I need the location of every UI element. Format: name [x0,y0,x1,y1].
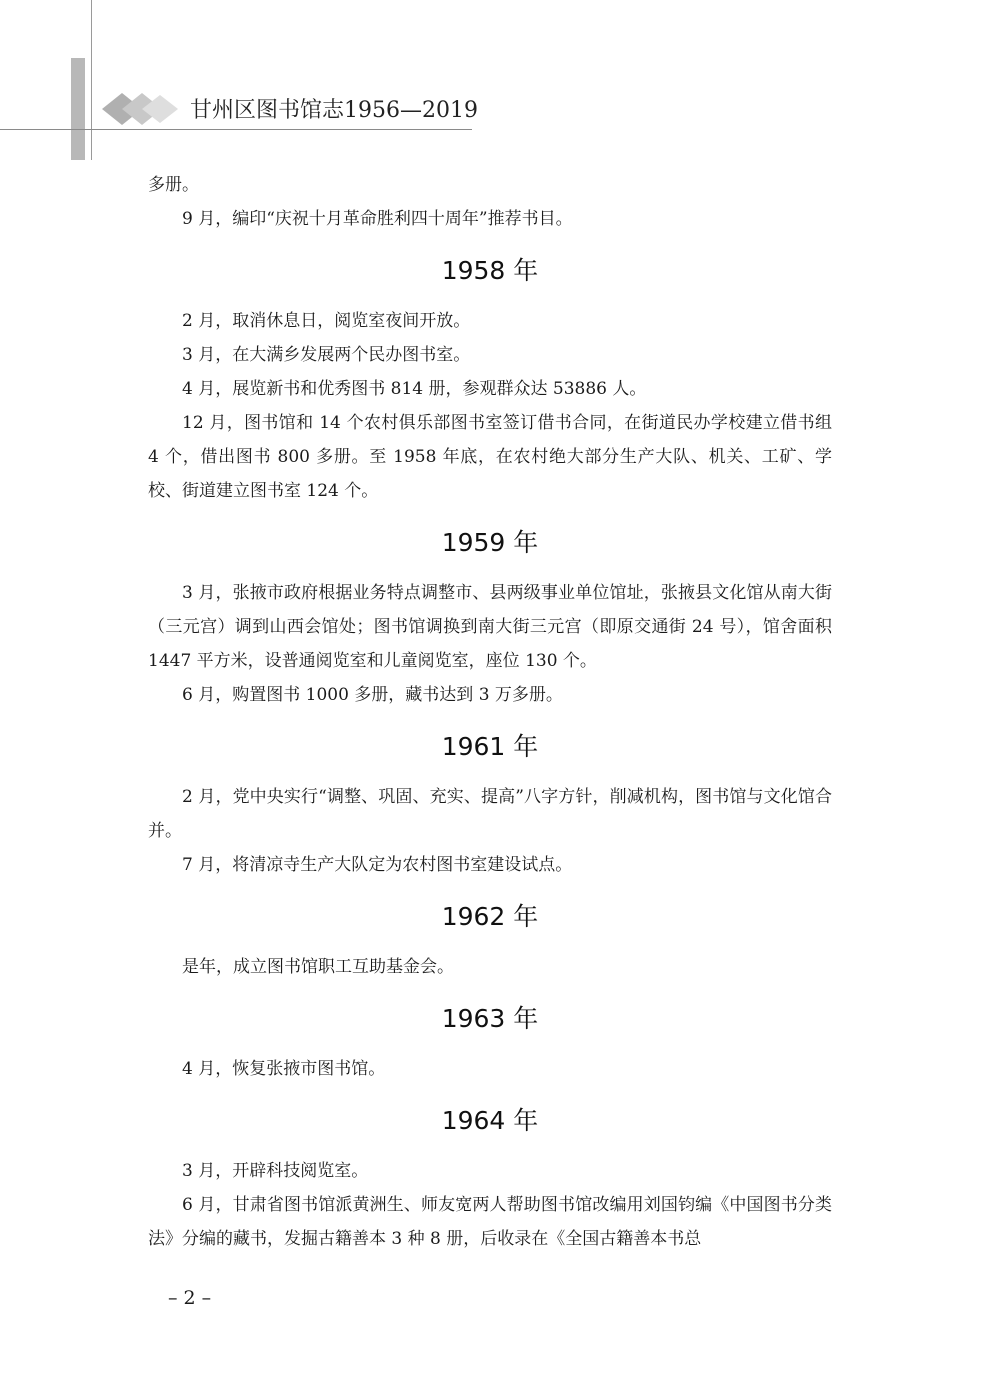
year-heading: 1959 年 [441,528,539,557]
paragraph: 4 月，恢复张掖市图书馆。 [182,1059,386,1079]
year-heading: 1962 年 [441,902,539,931]
paragraph: 4 月，展览新书和优秀图书 814 册，参观群众达 53886 人。 [182,379,647,399]
year-heading: 1961 年 [441,732,539,761]
year-heading: 1964 年 [441,1106,539,1135]
year-heading: 1963 年 [441,1004,539,1033]
header-gray-bar [71,58,85,160]
paragraph: 3 月，张掖市政府根据业务特点调整市、县两级事业单位馆址，张掖县文化馆从南大街（三元宫）调到山西会馆处；图书馆调换到南大街三元宫（即原交通街 24 号），馆舍面积 1447 平方米，设普通阅览室和儿童阅览室，座位 130 个。 [148,583,832,671]
page-number: – 2 – [168,1287,212,1309]
header-title: 甘州区图书馆志1956—2019 [190,98,478,123]
paragraph: 6 月，购置图书 1000 多册，藏书达到 3 万多册。 [182,685,563,705]
paragraph: 2 月，取消休息日，阅览室夜间开放。 [182,311,471,331]
header-vertical-rule [91,0,92,160]
paragraph: 3 月，开辟科技阅览室。 [182,1161,369,1181]
paragraph: 9 月，编印“庆祝十月革命胜利四十周年”推荐书目。 [182,209,573,229]
paragraph: 3 月，在大满乡发展两个民办图书室。 [182,345,471,365]
paragraph: 多册。 [148,175,199,195]
paragraph: 7 月，将清凉寺生产大队定为农村图书室建设试点。 [182,855,573,875]
paragraph: 2 月，党中央实行“调整、巩固、充实、提高”八字方针，削减机构，图书馆与文化馆合并。 [148,787,832,841]
header-horizontal-rule [0,129,472,130]
paragraph: 是年，成立图书馆职工互助基金会。 [182,957,454,977]
paragraph: 12 月，图书馆和 14 个农村俱乐部图书室签订借书合同，在街道民办学校建立借书组 4 个，借出图书 800 多册。至 1958 年底，在农村绝大部分生产大队、机关、工矿、学校、街道建立图书室 124 个。 [148,413,832,501]
header-diamond-ornament [100,90,186,128]
page-content [148,168,832,1256]
paragraph: 6 月，甘肃省图书馆派黄洲生、师友宽两人帮助图书馆改编用刘国钧编《中国图书分类法》分编的藏书，发掘古籍善本 3 种 8 册，后收录在《全国古籍善本书总 [148,1195,832,1249]
year-heading: 1958 年 [441,256,539,285]
